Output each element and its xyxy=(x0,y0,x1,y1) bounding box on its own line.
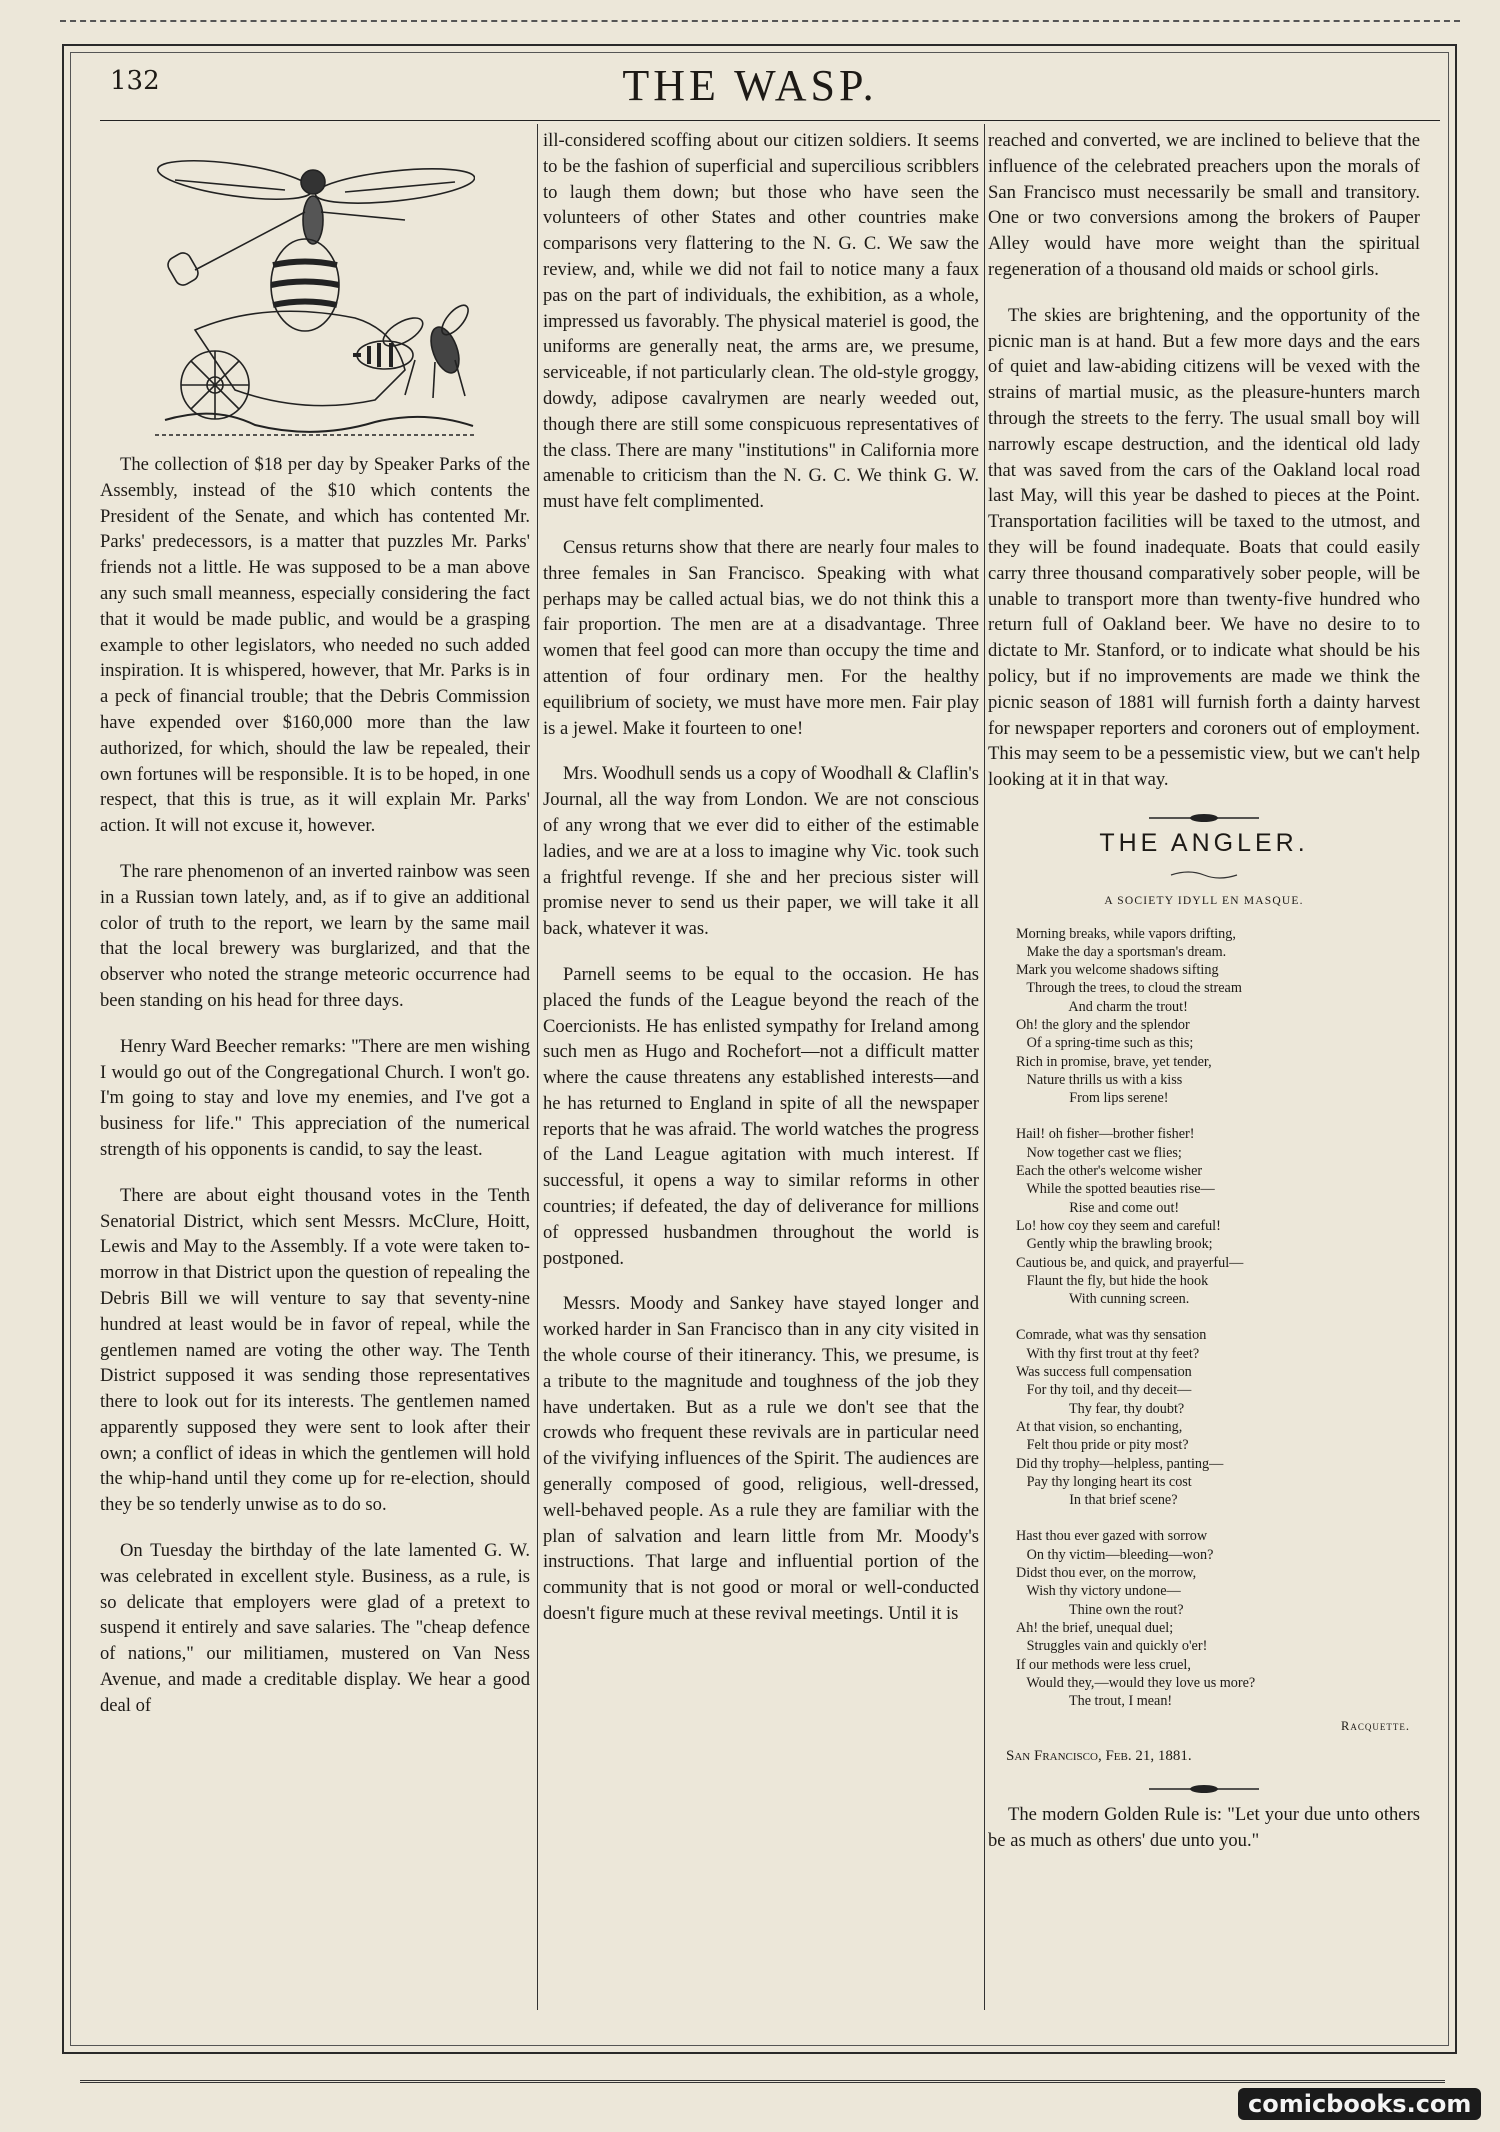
poem-line: Thine own the rout? xyxy=(1016,1601,1184,1618)
poem-line: At that vision, so enchanting, xyxy=(1016,1418,1183,1435)
poem-line: Ah! the brief, unequal duel; xyxy=(1016,1619,1174,1636)
poem-signature: Racquette. xyxy=(1341,1719,1410,1734)
poem-line: Comrade, what was thy sensation xyxy=(1016,1327,1207,1344)
poem-stanza xyxy=(1016,1125,1420,1308)
top-dashed-rule xyxy=(60,20,1460,22)
wasp-chariot-illustration xyxy=(155,150,475,440)
poem-line: Cautious be, and quick, and prayerful— xyxy=(1016,1254,1244,1271)
poem-line: Was success full compensation xyxy=(1016,1364,1192,1381)
poem-line: Struggles vain and quickly o'er! xyxy=(1016,1638,1208,1655)
column-3 xyxy=(988,128,1420,2028)
article-paragraph: The modern Golden Rule is: "Let your due unto others be as much as others' due unto you." xyxy=(988,1803,1420,1851)
poem-line: Oh! the glory and the splendor xyxy=(1016,1017,1190,1033)
article-paragraph: Mrs. Woodhull sends us a copy of Woodhall & Claflin's Journal, all the way from London. We are not conscious of any wrong that we ever did to either of the estimable ladies, and we are at a loss to imagine why Vic. took such a frightful revenge. If she and her precious sister will promise never to send us their paper, we will take it all back, whatever it was. xyxy=(543,763,979,940)
poem-line: And charm the trout! xyxy=(1016,998,1188,1015)
column-2 xyxy=(543,128,979,2028)
poem-line: Rise and come out! xyxy=(1016,1199,1180,1216)
poem-line: For thy toil, and thy deceit— xyxy=(1016,1382,1192,1399)
article-paragraph: There are about eight thousand votes in the Tenth Senatorial District, which sent Messrs. McClure, Hoitt, Lewis and May to the Assembly. If a vote were taken to-morrow in that District upon the question of repealing the Debris Bill we will venture to say that seventy-nine hundred at least would be in favor of repeal, while the gentlemen named are voting the other way. The Tenth District supposed it was sending those representatives there to look out for its interests. The gentlemen named apparently supposed they were sent to look after their own; a conflict of ideas in which the gentlemen will hold the whip-hand until they come up for re-election, should they be so tenderly unwise as to do so. xyxy=(100,1184,530,1516)
poem-line: The trout, I mean! xyxy=(1016,1693,1173,1710)
article-paragraph: ill-considered scoffing about our citizen soldiers. It seems to be the fashion of superficial and supercilious scribblers to laugh them down; but those who have seen the volunteers of other States and other countries make comparisons very flattering to the N. G. C. We saw the review, and, while we did not fail to notice many a faux pas on the part of individuals, the exhibition, as a whole, impressed us favorably. The physical materiel is good, the uniforms are generally neat, the arms are, we presume, serviceable, if not particularly clean. The old-style groggy, dowdy, adipose cavalrymen are nearly weeded out, though there are still some conspicuous representatives of the class. There are many "institutions" in California more amenable to criticism than the N. G. C. We think G. W. must have felt complimented. xyxy=(543,130,979,513)
article-paragraph: reached and converted, we are inclined to believe that the influence of the celebrated preachers upon the morals of San Francisco must necessarily be small and transitory. One or two conversions among the brokers of Pauper Alley would have more weight than the spiritual regeneration of a thousand old maids or school girls. xyxy=(988,130,1420,280)
poem-line: Did thy trophy—helpless, panting— xyxy=(1016,1455,1224,1472)
ornament-divider-icon xyxy=(1149,813,1259,823)
poem-line: Felt thou pride or pity most? xyxy=(1016,1437,1189,1454)
page-number: 132 xyxy=(110,66,160,96)
poem-line: Lo! how coy they seem and careful! xyxy=(1016,1217,1221,1234)
masthead-title: THE WASP. xyxy=(622,61,878,110)
article-paragraph: Messrs. Moody and Sankey have stayed longer and worked harder in San Francisco than in any city visited in the whole course of their itinerancy. This, we presume, is a tribute to the magnitude and toughness of the job they have undertaken. But as a rule we don't see that the crowds who frequent these revivals are in particular need of the vivifying influences of the Spirit. The audiences are generally composed of good, religious, well-dressed, well-behaved people. As a rule they are familiar with the plan of salvation and learn little from Mr. Moody's instructions. That large and influential portion of the community that is not good or moral or well-conducted doesn't figure much at these revival meetings. Until it is xyxy=(543,1293,979,1625)
article-paragraph: Census returns show that there are nearly four males to three females in San Francisco. Speaking with what perhaps may be called actual bias, we do not think this a fair proportion. The men are at a disadvantage. Three women that feel good can more than occupy the time and attention of four ordinary men. For the healthy equilibrium of society, we must have more men. Fair play is a jewel. Make it fourteen to one! xyxy=(543,536,979,739)
poem-line: From lips serene! xyxy=(1016,1090,1169,1107)
poem-line: Hail! oh fisher—brother fisher! xyxy=(1016,1126,1195,1143)
poem-line: Morning breaks, while vapors drifting, xyxy=(1016,925,1236,942)
poem-line: Make the day a sportsman's dream. xyxy=(1016,943,1227,960)
article-paragraph: The rare phenomenon of an inverted rainbow was seen in a Russian town lately, and, as if to give an additional color of truth to the report, we learn by the same mail that the local brewery was burglarized, and that the observer who noted the strange meteoric occurrence had been standing on his head for three days. xyxy=(100,860,530,1011)
column-rule-1 xyxy=(537,124,538,2010)
article-paragraph: Henry Ward Beecher remarks: "There are men wishing I would go out of the Congregational Church. I won't go. I'm going to stay and love my enemies, and I've got a business for life." This appreciation of the numerical strength of his opponents is candid, to say the least. xyxy=(100,1035,530,1160)
column-rule-2 xyxy=(984,124,985,2010)
column-1 xyxy=(100,128,530,2028)
ornament-divider-icon xyxy=(1149,1784,1259,1794)
masthead-rule xyxy=(100,120,1440,121)
poem-line: While the spotted beauties rise— xyxy=(1016,1181,1215,1198)
poem-line: Hast thou ever gazed with sorrow xyxy=(1016,1528,1208,1545)
poem-line: Rich in promise, brave, yet tender, xyxy=(1016,1053,1212,1070)
poem-dateline: San Francisco, Feb. 21, 1881. xyxy=(1006,1748,1192,1765)
bottom-rule xyxy=(80,2080,1445,2083)
poem-line: Pay thy longing heart its cost xyxy=(1016,1473,1192,1490)
poem-line: Would they,—would they love us more? xyxy=(1016,1674,1256,1691)
watermark-logo: comicbooks.com xyxy=(1238,2088,1481,2120)
poem-line: Through the trees, to cloud the stream xyxy=(1016,980,1242,997)
poem-line: With thy first trout at thy feet? xyxy=(1016,1345,1200,1362)
poem-stanza xyxy=(1016,1527,1420,1710)
poem-line: With cunning screen. xyxy=(1016,1291,1190,1308)
poem-stanza xyxy=(1016,925,1420,1108)
poem-line: Nature thrills us with a kiss xyxy=(1016,1071,1183,1088)
poem-line: Of a spring-time such as this; xyxy=(1016,1035,1194,1052)
article-paragraph: On Tuesday the birthday of the late lamented G. W. was celebrated in excellent style. Business, as a rule, is so delicate that employers were glad of a pretext to suspend it entirely and save salaries. The "cheap defence of nations," our militiamen, mustered on Van Ness Avenue, and made a creditable display. We hear a good deal of xyxy=(100,1540,530,1716)
poem-stanza xyxy=(1016,1326,1420,1509)
poem-line: Didst thou ever, on the morrow, xyxy=(1016,1565,1197,1582)
poem-title: THE ANGLER. xyxy=(1099,828,1309,857)
poem-line: In that brief scene? xyxy=(1016,1492,1178,1509)
poem-line: Thy fear, thy doubt? xyxy=(1016,1400,1185,1417)
poem-line: On thy victim—bleeding—won? xyxy=(1016,1546,1214,1563)
poem-line: Now together cast we flies; xyxy=(1016,1144,1182,1161)
article-paragraph: Parnell seems to be equal to the occasion. He has placed the funds of the League beyond the reach of the Coercionists. He has enlisted sympathy for Ireland among such men as Hugo and Rochefort—not a difficult matter where the cause threatens any established interests—and he has returned to England in spite of all the newspaper reports that he was afraid. The world watches the progress of the Land League agitation with much interest. If successful, it opens a way to similar reforms in other countries; if defeated, the day of deliverance for millions of oppressed husbandmen throughout the world is postponed. xyxy=(543,963,979,1269)
poem-subtitle: A SOCIETY IDYLL EN MASQUE. xyxy=(1104,894,1304,907)
poem-line: Mark you welcome shadows sifting xyxy=(1016,962,1219,979)
poem-line: Flaunt the fly, but hide the hook xyxy=(1016,1272,1209,1289)
poem-line: Each the other's welcome wisher xyxy=(1016,1163,1203,1180)
poem-line: Gently whip the brawling brook; xyxy=(1016,1236,1213,1253)
article-paragraph: The collection of $18 per day by Speaker Parks of the Assembly, instead of the $10 which contents the President of the Senate, and which has contented Mr. Parks' predecessors, is a matter that puzzles Mr. Parks' friends not a little. He was supposed to be a man above any such small meanness, especially considering the fact that it would be made public, and would be a grasping example to other legislators, who needed no such added inspiration. It is whispered, however, that Mr. Parks is in a peck of financial trouble; that the Debris Commission have expended over $160,000 more than the law authorized, for which, should the law be repealed, their own fortunes will be responsible. It is to be hoped, in one respect, that this is true, as it will explain Mr. Parks' action. It will not excuse it, however. xyxy=(100,454,530,837)
poem-line: If our methods were less cruel, xyxy=(1016,1656,1191,1673)
poem-line: Wish thy victory undone— xyxy=(1016,1583,1181,1600)
article-paragraph: The skies are brightening, and the opportunity of the picnic man is at hand. But a few more days and the ears of quiet and law-abiding citizens will be vexed with the strains of martial music, as the pleasure-hunters march through the streets to the ferry. The usual small boy will narrowly escape destruction, and the identical old lady that was saved from the cars of the Oakland local road last May, will this year be dashed to pieces at the Point. Transportation facilities will be taxed to the utmost, and they will be found inadequate. Boats that could easily carry three thousand comparatively sober people, will be unable to transport more than twenty-five hundred who return full of Oakland beer. We have no desire to to dictate to Mr. Stanford, or to indicate what should be his policy, but if no improvements are made we think the picnic season of 1881 will furnish forth a dainty harvest for newspaper reporters and coroners out of employment. This may seem to be a pessemistic view, but we can't help looking at it in that way. xyxy=(988,304,1420,791)
flourish-icon xyxy=(1169,869,1239,881)
